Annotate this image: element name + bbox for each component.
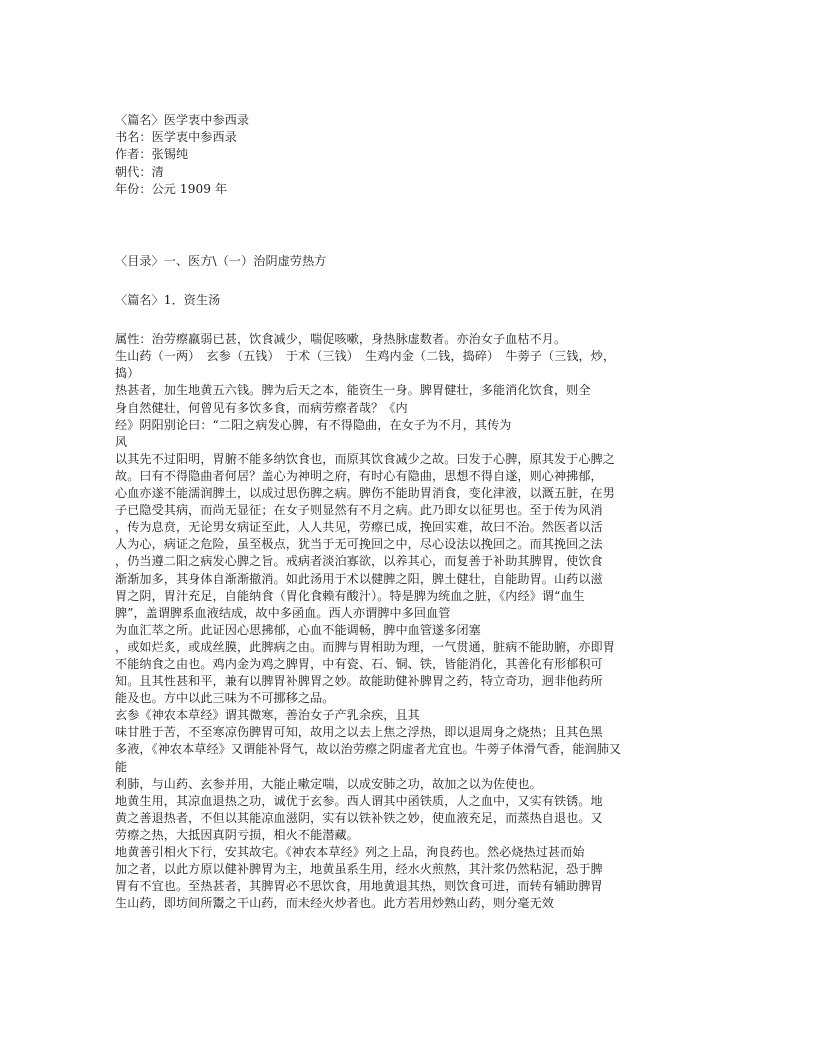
body-line: 味甘胜于苦，不至寒凉伤脾胃可知，故用之以去上焦之浮热，即以退周身之烧热；且其色黑 [115, 725, 603, 740]
body-line: 胃之阴，胃汁充足，自能纳食（胃化食赖有酸汁）。特是脾为统血之脏，《内经》谓“血生 [115, 588, 585, 603]
body-line: 热甚者，加生地黄五六钱。脾为后天之本，能资生一身。脾胃健壮，多能消化饮食，则全 [115, 383, 591, 398]
body-line: 身自然健壮，何曾见有多饮多食，而病劳瘵者哉？《内 [115, 400, 408, 415]
body-line: 人为心，病证之危险，虽至极点，犹当于无可挽回之中，尽心设法以挽回之。而其挽回之法 [115, 537, 603, 552]
toc-heading: 〈目录〉一、医方\（一）治阴虚劳热方 [115, 254, 327, 269]
section-heading-block [115, 292, 705, 309]
body-line: 心血亦遂不能濡润脾土，以成过思伤脾之病。脾伤不能助胃消食，变化津液，以溉五脏，在男 [115, 486, 615, 501]
section-body-spacer [115, 309, 705, 331]
header-piece-name-line: 〈篇名〉医学衷中参西录 [115, 113, 250, 127]
body-line: 多液，《神农本草经》又谓能补肾气，故以治劳瘵之阴虚者尤宜也。牛蒡子体滑气香，能润肺又 [115, 742, 622, 757]
body-line: 知。且其性甚和平，兼有以脾胃补脾胃之妙。故能助健补脾胃之药，特立奇功，迥非他药所 [115, 674, 603, 689]
body-line: 经》阴阳别论曰：“二阳之病发心脾，有不得隐曲，在女子为不月，其传为 [115, 417, 512, 432]
header-body-spacer [115, 198, 705, 253]
body-line: 能 [115, 759, 128, 774]
body-line: 属性：治劳瘵羸弱已甚，饮食减少，喘促咳嗽，身热脉虚数者。亦治女子血枯不月。 [115, 332, 567, 347]
body-line: 地黄生用，其凉血退热之功，诚优于玄参。西人谓其中函铁质，人之血中，又实有铁锈。地 [115, 793, 603, 808]
document-header-block [115, 112, 705, 198]
body-line: 黄之善退热者，不但以其能凉血滋阴，实有以铁补铁之妙，使血液充足，而蒸热自退也。又 [115, 810, 603, 825]
document-body-block [115, 331, 705, 912]
body-line: 不能纳食之由也。鸡内金为鸡之脾胃，中有瓷、石、铜、铁，皆能消化，其善化有形郁积可 [115, 656, 603, 671]
body-line: ，传为息贲，无论男女病证至此，人人共见，劳瘵已成，挽回实难，故曰不治。然医者以活 [115, 520, 603, 535]
body-line: 捣） [115, 366, 140, 381]
body-line: 玄参《神农本草经》谓其微寒，善治女子产乳余疾，且其 [115, 708, 420, 723]
body-line: 劳瘵之热，大抵因真阴亏损，相火不能潜藏。 [115, 827, 359, 842]
body-line: 生山药，即坊间所鬻之干山药，而未经火炒者也。此方若用炒熟山药，则分毫无效 [115, 896, 554, 911]
body-line: 胃有不宜也。至热甚者，其脾胃必不思饮食，用地黄退其热，则饮食可进，而转有辅助脾胃 [115, 879, 603, 894]
header-author-line: 作者：张锡纯 [115, 147, 189, 162]
section-heading: 〈篇名〉1．资生汤 [115, 293, 221, 308]
body-line: 风 [115, 434, 128, 449]
body-line: 以其先不过阳明，胃腑不能多纳饮食也，而原其饮食减少之故。曰发于心脾，原其发于心脾之 [115, 451, 615, 466]
body-line: 为血汇萃之所。此证因心思拂郁，心血不能调畅，脾中血管遂多闭塞 [115, 622, 481, 637]
body-line: 加之者，以此方原以健补脾胃为主，地黄虽系生用，经水火煎熬，其汁浆仍然粘泥，恐于脾 [115, 862, 603, 877]
body-line: 利肺，与山药、玄参并用，大能止嗽定喘，以成安肺之功，故加之以为佐使也。 [115, 776, 542, 791]
toc-section-spacer [115, 270, 705, 292]
body-line: 能及也。方中以此三味为不可挪移之品。 [115, 691, 335, 706]
header-year-line: 年份：公元 1909 年 [115, 181, 228, 196]
toc-heading-block [115, 253, 705, 270]
body-line: 地黄善引相火下行，安其故宅。《神农本草经》列之上品，洵良药也。然必烧热过甚而始 [115, 845, 585, 860]
body-line: 生山药（一两） 玄参（五钱） 于术（三钱） 生鸡内金（二钱，捣碎） 牛蒡子（三钱，炒， [115, 349, 616, 364]
body-line: ，仍当遵二阳之病发心脾之旨。戒病者淡泊寡欲，以养其心，而复善于补助其脾胃，使饮食 [115, 554, 603, 569]
body-line: 故。曰有不得隐曲者何居？盖心为神明之府，有时心有隐曲，思想不得自遂，则心神拂郁， [115, 468, 603, 483]
body-line: 渐渐加多，其身体自渐渐撤消。如此汤用于术以健脾之阳，脾土健壮，自能助胃。山药以滋 [115, 571, 603, 586]
body-line: 子已隐受其病，而尚无显征；在女子则显然有不月之病。此乃即女以征男也。至于传为风消 [115, 503, 603, 518]
body-line: ，或如烂炙，或成丝膜，此脾病之由。而脾与胃相助为理，一气贯通，脏病不能助腑，亦即胃 [115, 639, 615, 654]
header-book-name-line: 书名：医学衷中参西录 [115, 130, 237, 145]
header-dynasty-line: 朝代：清 [115, 164, 164, 179]
document-content [115, 112, 705, 912]
body-line: 脾”，盖谓脾系血液结成，故中多函血。西人亦谓脾中多回血管 [115, 605, 451, 620]
